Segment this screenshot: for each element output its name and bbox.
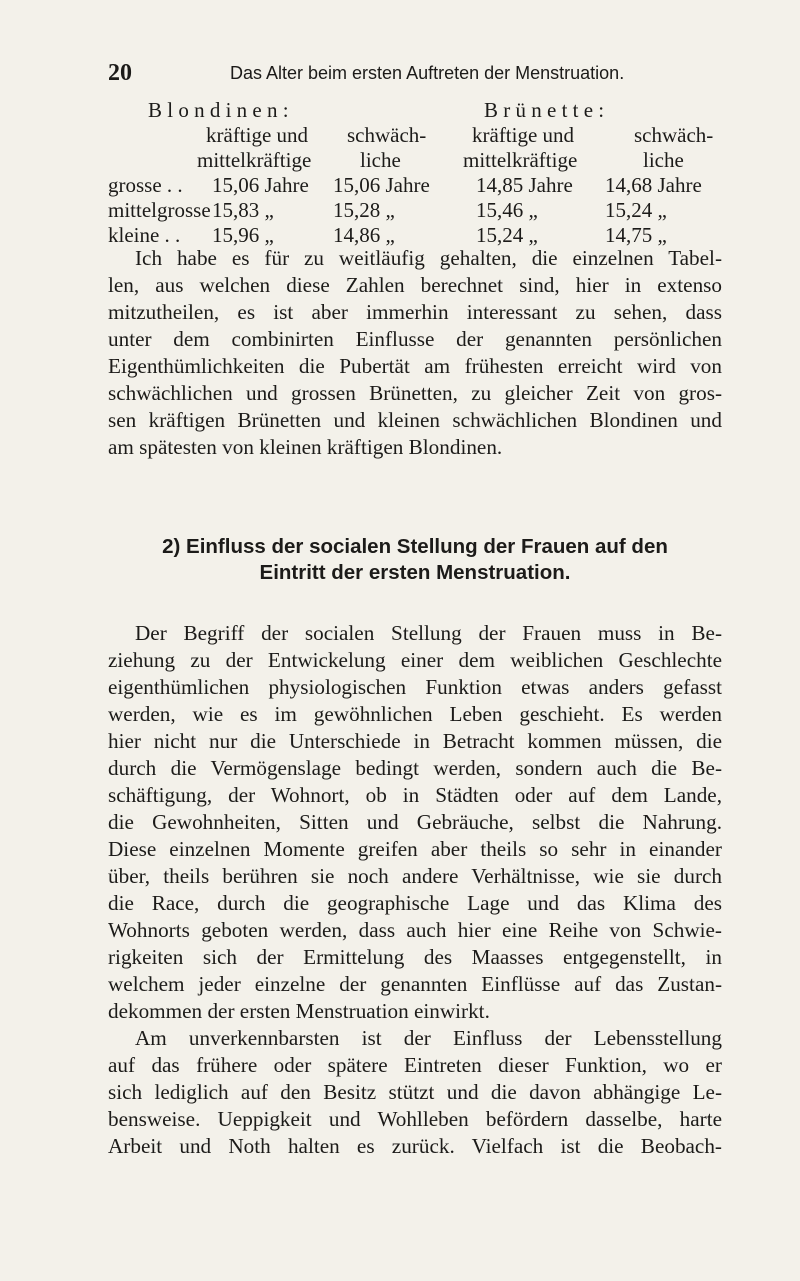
paragraph-3 [108,1025,722,1160]
text-line: schwächlichen und grossen Brünetten, zu gleicher Zeit von gros- [108,381,722,405]
text-line: rigkeiten sich der Ermittelung des Maasses entgegenstellt, in [108,945,722,969]
row-label: kleine . . [108,223,181,247]
paragraph-2 [108,620,722,1025]
table-cell: 15,83 „ [212,198,274,222]
text-line: Eigenthümlichkeiten die Pubertät am frühesten erreicht wird von [108,354,722,378]
text-line: eigenthümlichen physiologischen Funktion etwas anders gefasst [108,675,722,699]
text-line: ziehung zu der Entwickelung einer dem weiblichen Geschlechte [108,648,722,672]
section-heading-line: 2) Einfluss der socialen Stellung der Frauen auf den [162,535,668,558]
table-cell: 15,46 „ [476,198,538,222]
column-header: kräftige und [206,123,309,147]
table-subheader-row-1 [108,123,728,148]
row-label: mittelgrosse [108,198,211,222]
page-number: 20 [108,60,132,86]
text-line: Am unverkennbarsten ist der Einfluss der Lebensstellung [135,1026,722,1050]
section-heading [108,534,722,586]
text-line: unter dem combinirten Einflusse der genannten persönlichen [108,327,722,351]
text-line: dekommen der ersten Menstruation einwirkt. [108,999,490,1023]
text-line: die Gewohnheiten, Sitten und Gebräuche, selbst die Nahrung. [108,810,722,834]
text-line: hier nicht nur die Unterschiede in Betracht kommen müssen, die [108,729,722,753]
group-header-bruenette: B r ü n e t t e : [484,98,605,122]
text-line: sich lediglich auf den Besitz stützt und die davon abhängige Le- [108,1080,722,1104]
text-line: Arbeit und Noth halten es zurück. Vielfach ist die Beobach- [108,1134,722,1158]
text-line: bensweise. Ueppigkeit und Wohlleben befördern dasselbe, harte [108,1107,722,1131]
table-subheader-row-2 [108,148,728,173]
table-cell: 14,75 „ [605,223,667,247]
running-header [108,60,728,86]
text-line: len, aus welchen diese Zahlen berechnet sind, hier in extenso [108,273,722,297]
table-group-header-row [108,98,728,123]
table-cell: 15,06 Jahre [333,173,430,197]
table-row [108,173,728,198]
text-line: sen kräftigen Brünetten und kleinen schwächlichen Blondinen und [108,408,722,432]
table-cell: 15,24 „ [476,223,538,247]
column-header: liche [360,148,401,172]
column-header: schwäch- [634,123,714,147]
text-line: auf das frühere oder spätere Eintreten dieser Funktion, wo er [108,1053,722,1077]
text-line: werden, wie es im gewöhnlichen Leben geschieht. Es werden [108,702,722,726]
text-line: durch die Vermögenslage bedingt werden, sondern auch die Be- [108,756,722,780]
text-line: mitzutheilen, es ist aber immerhin interessant zu sehen, dass [108,300,722,324]
table-cell: 15,24 „ [605,198,667,222]
text-line: welchem jeder einzelne der genannten Einflüsse auf das Zustan- [108,972,722,996]
text-line: über, theils berühren sie noch andere Verhältnisse, wie sie durch [108,864,722,888]
column-header: kräftige und [472,123,575,147]
text-line: schäftigung, der Wohnort, ob in Städten oder auf dem Lande, [108,783,722,807]
table-cell: 15,96 „ [212,223,274,247]
table-cell: 14,68 Jahre [605,173,702,197]
group-header-blondinen: B l o n d i n e n : [148,98,289,122]
table-cell: 14,85 Jahre [476,173,573,197]
row-label: grosse . . [108,173,183,197]
text-line: Diese einzelnen Momente greifen aber theils so sehr in einander [108,837,722,861]
running-title: Das Alter beim ersten Auftreten der Menstruation. [230,63,625,83]
text-line: Wohnorts geboten werden, dass auch hier eine Reihe von Schwie- [108,918,722,942]
column-header: liche [643,148,684,172]
table-cell: 15,06 Jahre [212,173,309,197]
paragraph-1 [108,245,722,461]
table-row [108,198,728,223]
table-cell: 14,86 „ [333,223,395,247]
column-header: mittelkräftige [197,148,312,172]
text-line: die Race, durch die geographische Lage und das Klima des [108,891,722,915]
column-header: mittelkräftige [463,148,578,172]
text-line: am spätesten von kleinen kräftigen Blondinen. [108,435,503,459]
text-line: Der Begriff der socialen Stellung der Frauen muss in Be- [135,621,722,645]
column-header: schwäch- [347,123,427,147]
table-cell: 15,28 „ [333,198,395,222]
section-heading-line: Eintritt der ersten Menstruation. [259,561,571,584]
text-line: Ich habe es für zu weitläufig gehalten, die einzelnen Tabel- [135,246,722,270]
